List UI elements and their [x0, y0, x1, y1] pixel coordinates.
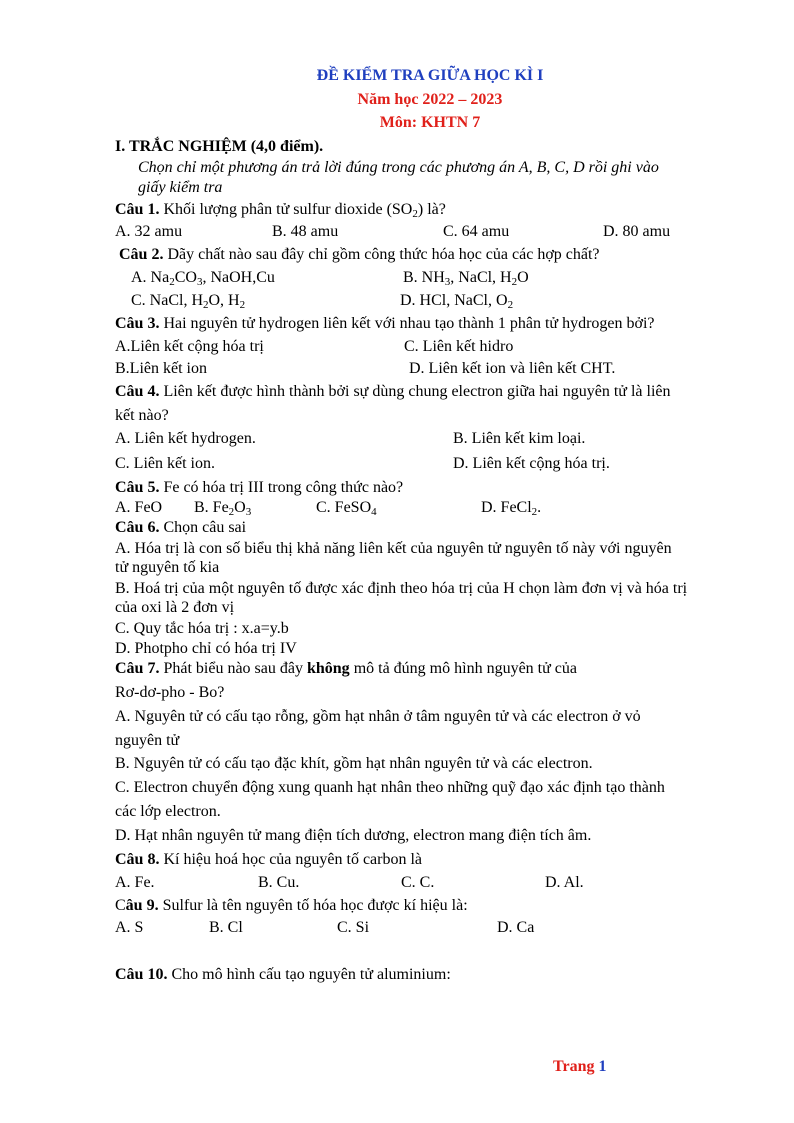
q6-option-d: D. Photpho chỉ có hóa trị IV: [115, 640, 297, 657]
question-label: Câu 3.: [115, 315, 160, 332]
question-label-start: C: [115, 897, 126, 914]
formula-part: O: [234, 499, 246, 516]
q7-option-c-line-2: các lớp electron.: [115, 803, 221, 820]
q5-option-b: [194, 498, 251, 518]
question-label: Câu 8.: [115, 851, 160, 868]
subscript: 3: [444, 276, 451, 288]
question-text: Liên kết được hình thành bởi sự dùng chung electron giữa hai nguyên tử là liên: [159, 383, 671, 400]
q7-option-d: D. Hạt nhân nguyên tử mang điện tích dương, electron mang điện tích âm.: [115, 827, 592, 844]
question-label: Câu 6.: [115, 519, 160, 536]
q8-option-b: B. Cu.: [258, 874, 300, 891]
q5-option-c: [316, 498, 377, 518]
subscript: 2: [531, 506, 538, 518]
q8-option-c: C. C.: [401, 874, 435, 891]
q7-option-a-line-2: nguyên tử: [115, 732, 180, 749]
question-text: Fe có hóa trị III trong công thức nào?: [159, 479, 404, 496]
q2-option-c: [131, 291, 245, 311]
formula-part: B. Fe: [194, 499, 229, 516]
question-4-line-2: kết nào?: [115, 407, 169, 424]
subject: Môn: KHTN 7: [379, 114, 481, 131]
question-text-end: ) là?: [417, 201, 446, 218]
q9-option-b: B. Cl: [209, 919, 243, 936]
q4-option-a: A. Liên kết hydrogen.: [115, 430, 256, 447]
question-10: [115, 965, 451, 985]
question-5: [115, 478, 403, 498]
section-title: I. TRẮC NGHIỆM (4,0 điểm).: [115, 138, 324, 155]
formula-part: B. NH: [403, 269, 445, 286]
question-label: Câu 7.: [115, 660, 160, 677]
question-text: Chọn câu sai: [159, 519, 247, 536]
question-text: Khối lượng phân tử sulfur dioxide (SO: [159, 201, 413, 218]
q1-option-b: B. 48 amu: [272, 223, 339, 240]
page-number: 1: [598, 1058, 607, 1075]
instruction-line-1: Chọn chỉ một phương án trả lời đúng trong các phương án A, B, C, D rồi ghi vào: [138, 159, 659, 176]
subscript: 2: [169, 276, 175, 288]
formula-part: , NaOH,Cu: [202, 269, 275, 286]
question-text-end: mô tả đúng mô hình nguyên tử của: [349, 660, 577, 677]
question-label: Câu 5.: [115, 479, 160, 496]
question-6: [115, 518, 246, 538]
emphasis: không: [306, 660, 350, 677]
question-text: Kí hiệu hoá học của nguyên tố carbon là: [159, 851, 423, 868]
q9-option-c: C. Si: [337, 919, 370, 936]
q8-option-a: A. Fe.: [115, 874, 155, 891]
subscript: 4: [371, 506, 377, 518]
question-label: Câu 10.: [115, 966, 168, 983]
q3-option-c: C. Liên kết hidro: [404, 338, 514, 355]
subscript: 2: [511, 276, 518, 288]
formula-part: , NaCl, H: [450, 269, 512, 286]
question-1: [115, 200, 446, 220]
q2-option-d: [400, 291, 513, 311]
q1-option-d: D. 80 amu: [603, 223, 671, 240]
q6-option-a-line-2: tử nguyên tố kia: [115, 559, 220, 576]
question-2: [119, 245, 600, 265]
formula-part: .: [537, 499, 542, 516]
q3-option-a: A.Liên kết cộng hóa trị: [115, 338, 264, 355]
q2-option-b: [403, 268, 529, 288]
question-7-line-2: Rơ-dơ-pho - Bo?: [115, 684, 225, 701]
question-text: Phát biểu nào sau đây: [159, 660, 307, 677]
q6-option-b-line-2: của oxi là 2 đơn vị: [115, 599, 235, 616]
question-label: Câu 4.: [115, 383, 160, 400]
question-label: Câu 1.: [115, 201, 160, 218]
q6-option-b-line-1: B. Hoá trị của một nguyên tố được xác định theo hóa trị của H chọn làm đơn vị và hóa trị: [115, 580, 688, 597]
q4-option-c: C. Liên kết ion.: [115, 455, 215, 472]
question-4: [115, 382, 671, 402]
q7-option-c-line-1: C. Electron chuyển động xung quanh hạt nhân theo những quỹ đạo xác định tạo thành: [115, 779, 665, 796]
q9-option-d: D. Ca: [497, 919, 535, 936]
exam-title: ĐỀ KIỂM TRA GIỮA HỌC KÌ I: [316, 67, 544, 84]
subscript: 2: [228, 506, 235, 518]
q3-option-b: B.Liên kết ion: [115, 360, 207, 377]
formula-part: D. HCl, NaCl, O: [400, 292, 508, 309]
question-7: [115, 659, 577, 679]
subscript: 2: [203, 299, 209, 311]
instruction-line-2: giấy kiểm tra: [138, 179, 223, 196]
q4-option-d: D. Liên kết cộng hóa trị.: [453, 455, 610, 472]
question-8: [115, 850, 422, 870]
q3-option-d: D. Liên kết ion và liên kết CHT.: [409, 360, 616, 377]
q6-option-c: C. Quy tắc hóa trị : x.a=y.b: [115, 620, 289, 637]
q4-option-b: B. Liên kết kim loại.: [453, 430, 586, 447]
question-text: Sulfur là tên nguyên tố hóa học được kí hiệu là:: [158, 897, 468, 914]
page-word: Trang: [553, 1058, 595, 1075]
q5-option-a: A. FeO: [115, 499, 163, 516]
subscript: 2: [412, 208, 418, 220]
formula-part: CO: [174, 269, 197, 286]
question-9: [115, 896, 468, 916]
q7-option-b: B. Nguyên tử có cấu tạo đặc khít, gồm hạt nhân nguyên tử và các electron.: [115, 755, 593, 772]
subscript: 2: [239, 299, 246, 311]
q8-option-d: D. Al.: [545, 874, 584, 891]
subscript: 3: [196, 276, 203, 288]
formula-part: O: [517, 269, 529, 286]
formula-part: C. FeSO: [316, 499, 372, 516]
q1-option-a: A. 32 amu: [115, 223, 183, 240]
formula-part: C. NaCl, H: [131, 292, 203, 309]
q6-option-a-line-1: A. Hóa trị là con số biểu thị khả năng liên kết của nguyên tử nguyên tố này với nguyên: [115, 540, 672, 557]
q2-option-a: [131, 268, 275, 288]
q5-option-d: [481, 498, 541, 518]
question-text: Dãy chất nào sau đây chỉ gồm công thức hóa học của các hợp chất?: [163, 246, 600, 263]
formula-part: A. Na: [131, 269, 170, 286]
school-year: Năm học 2022 – 2023: [357, 91, 503, 108]
question-label: âu 9.: [125, 897, 159, 914]
question-label: Câu 2.: [119, 246, 164, 263]
question-text: Cho mô hình cấu tạo nguyên tử aluminium:: [167, 966, 451, 983]
question-3: [115, 314, 655, 334]
q9-option-a: A. S: [115, 919, 144, 936]
subscript: 2: [507, 299, 514, 311]
question-text: Hai nguyên tử hydrogen liên kết với nhau tạo thành 1 phân tử hydrogen bởi?: [159, 315, 655, 332]
q1-option-c: C. 64 amu: [443, 223, 510, 240]
subscript: 3: [245, 506, 252, 518]
page-footer: [553, 1057, 606, 1077]
formula-part: O, H: [208, 292, 240, 309]
q7-option-a-line-1: A. Nguyên tử có cấu tạo rỗng, gồm hạt nhân ở tâm nguyên tử và các electron ở vỏ: [115, 708, 641, 725]
formula-part: D. FeCl: [481, 499, 532, 516]
